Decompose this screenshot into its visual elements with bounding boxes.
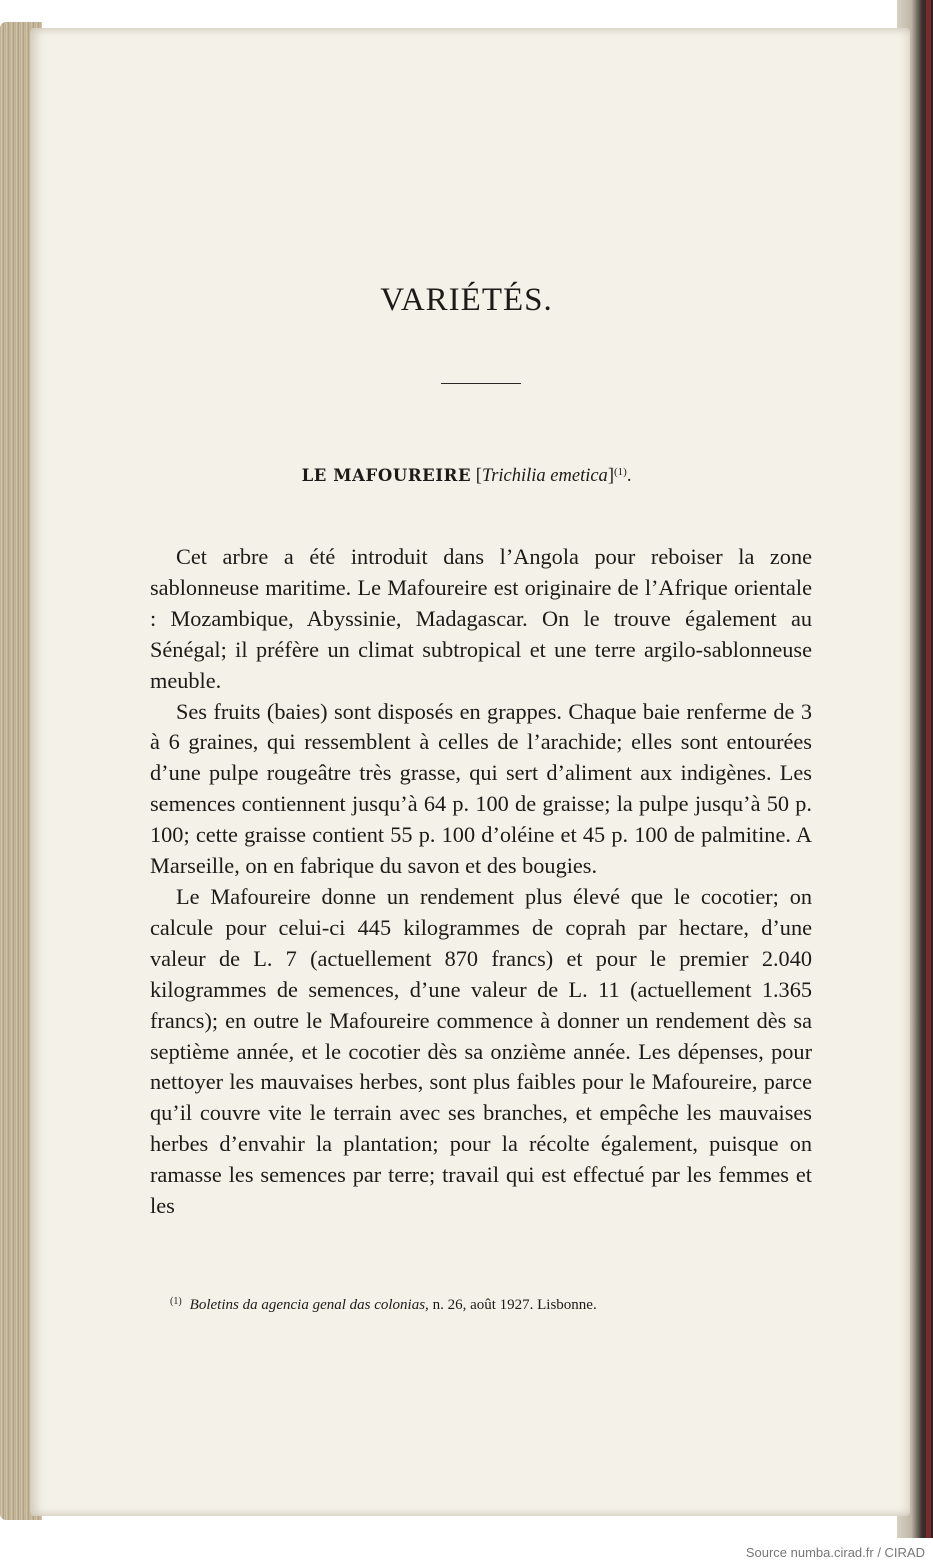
- heading-bracket-open: [: [475, 466, 482, 486]
- article-body: [150, 542, 812, 1222]
- paragraph: Ses fruits (baies) sont disposés en grappes. Chaque baie renferme de 3 à 6 graines, qui ressemblent à celles de l’arachide; elles sont entourées d’une pulpe rougeâtre très grasse, qui sert d’aliment aux indigènes. Les semences contiennent jusqu’à 64 p. 100 de graisse; la pulpe jusqu’à 50 p. 100; cette graisse contient 55 p. 100 d’oléine et 45 p. 100 de palmitine. A Marseille, on en fabrique du savon et des bougies.: [150, 698, 812, 879]
- heading-bracket-close: ]: [607, 466, 614, 486]
- paragraph: Le Mafoureire donne un rendement plus élevé que le cocotier; on calcule pour celui-ci 445 kilogrammes de coprah par hectare, d’une valeur de L. 7 (actuellement 870 francs) et pour le premier 2.040 kilogrammes de semences, d’une valeur de L. 11 (actuellement 1.365 francs); en outre le Mafoureire commence à donner un rendement dès sa septième année, et le cocotier dès sa onzième année. Les dépenses, pour nettoyer les mauvaises herbes, sont plus faibles pour le Mafoureire, parce qu’il couvre vite le terrain avec ses branches, et empêche les mauvaises herbes d’envahir la plantation; pour la récolte également, puisque on ramasse les semences par terre; travail qui est effectué par les femmes et les: [150, 883, 812, 1219]
- footnote-marker: (1): [170, 1296, 182, 1307]
- footnote-source-title: Boletins da agencia genal das colonias,: [189, 1297, 429, 1313]
- footnote-details: n. 26, août 1927. Lisbonne.: [428, 1297, 597, 1313]
- heading-name: LE MAFOUREIRE: [301, 466, 472, 485]
- title-divider: [441, 383, 521, 384]
- heading-footnote-ref: (1): [613, 466, 627, 478]
- page-title: VARIÉTÉS.: [380, 282, 553, 318]
- article-heading: [0, 466, 933, 487]
- heading-latin-name: Trichilia emetica: [481, 466, 608, 486]
- source-credit: Source numba.cirad.fr / CIRAD: [745, 1545, 925, 1560]
- cover-red-strip: [926, 0, 931, 1538]
- paragraph: Cet arbre a été introduit dans l’Angola pour reboiser la zone sablonneuse maritime. Le Mafoureire est originaire de l’Afrique orientale : Mozambique, Abyssinie, Madagascar. On le trouve également au Sénégal; il préfère un climat subtropical et une terre argilo-sablonneuse meuble.: [150, 544, 812, 693]
- footnote: [170, 1296, 790, 1314]
- heading-end: .: [626, 466, 632, 486]
